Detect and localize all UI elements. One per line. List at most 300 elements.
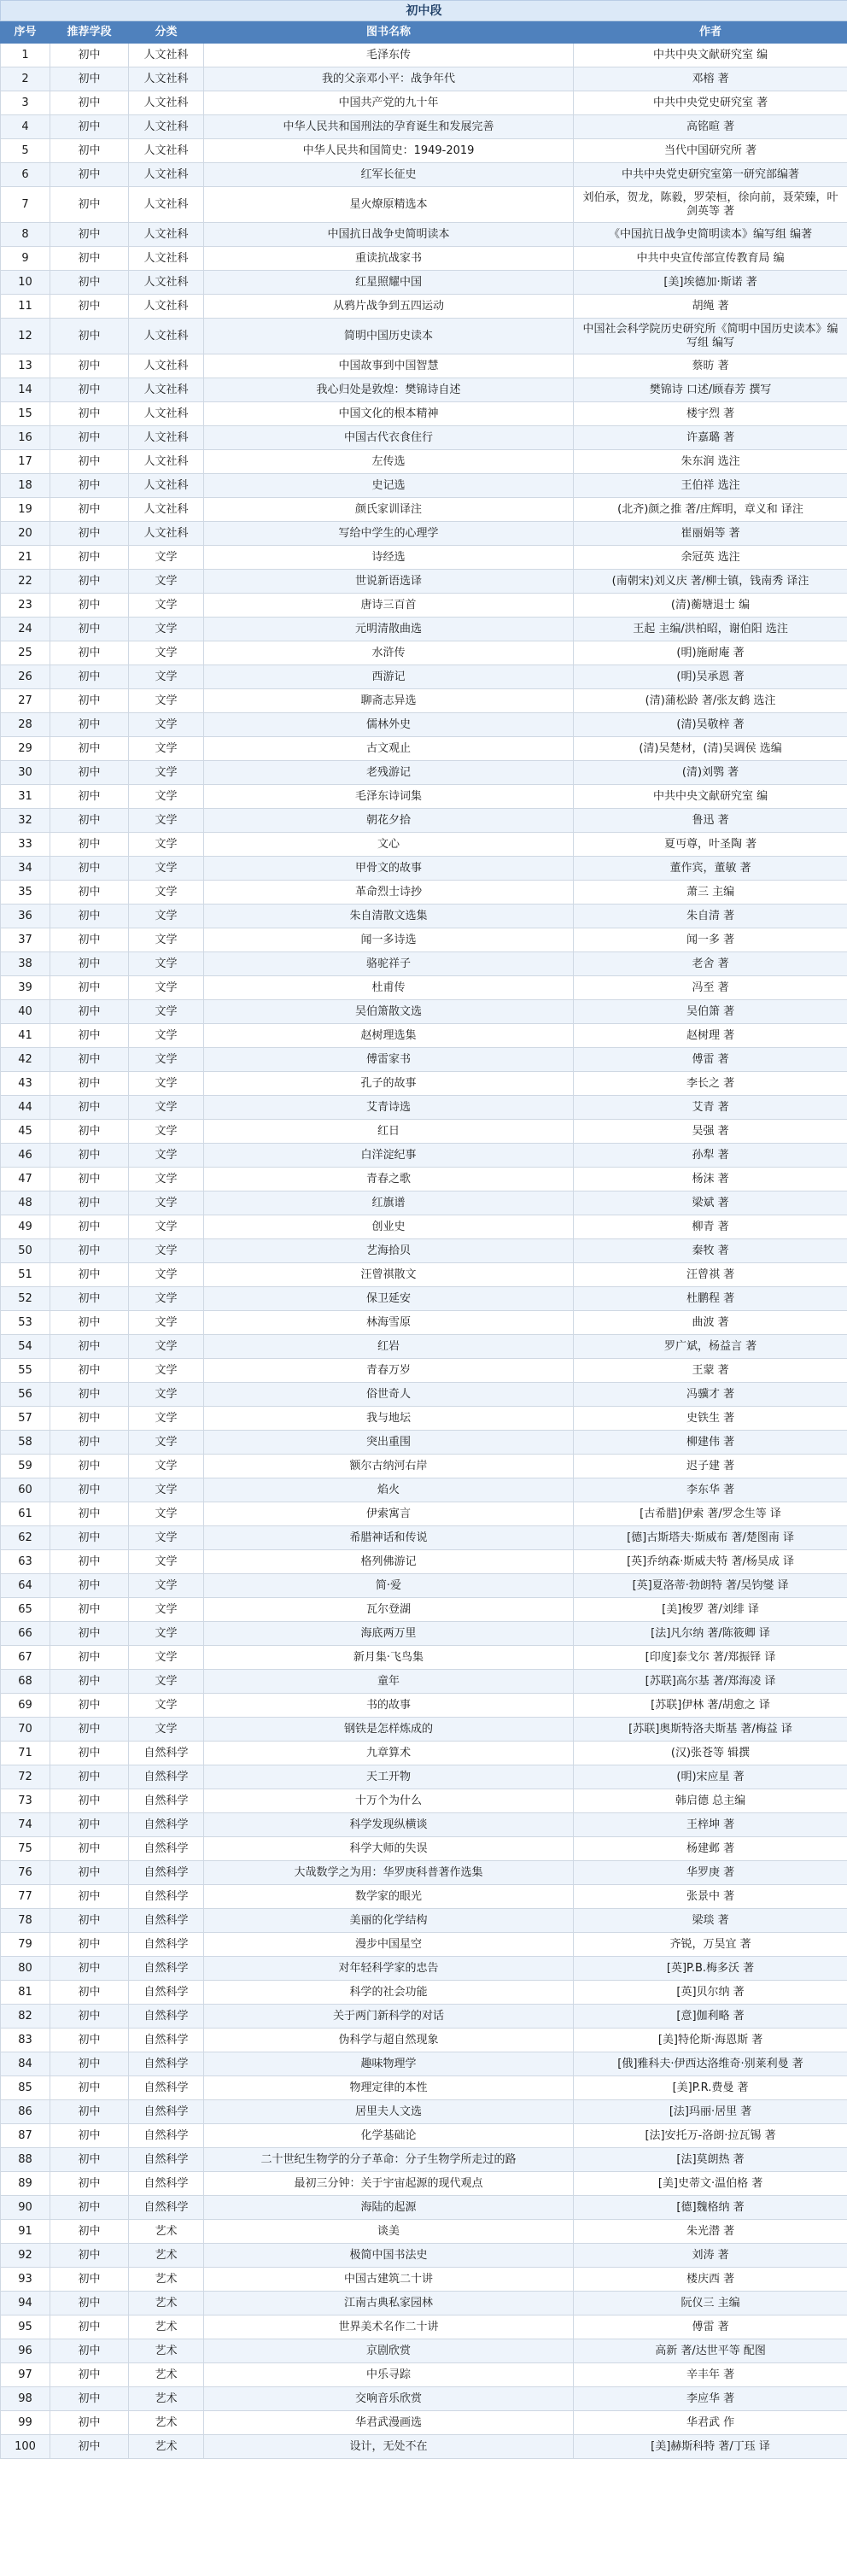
- cell-author: (明)吴承恩 著: [574, 665, 847, 689]
- cell-number: 26: [1, 665, 50, 689]
- cell-stage: 初中: [50, 1526, 129, 1550]
- table-row: [1, 594, 847, 618]
- cell-author: [苏联]奥斯特洛夫斯基 著/梅益 译: [574, 1718, 847, 1742]
- cell-number: 62: [1, 1526, 50, 1550]
- page-title: 初中段: [1, 1, 847, 21]
- cell-author: 史铁生 著: [574, 1407, 847, 1431]
- cell-stage: 初中: [50, 905, 129, 928]
- cell-stage: 初中: [50, 857, 129, 881]
- cell-title: 写给中学生的心理学: [204, 522, 574, 546]
- cell-author: (清)蒲松龄 著/张友鹤 选注: [574, 689, 847, 713]
- cell-stage: 初中: [50, 689, 129, 713]
- cell-author: 梁琰 著: [574, 1909, 847, 1933]
- cell-category: 文学: [129, 1000, 204, 1024]
- cell-title: 中国古建筑二十讲: [204, 2268, 574, 2292]
- cell-category: 自然科学: [129, 1933, 204, 1957]
- cell-stage: 初中: [50, 2339, 129, 2363]
- cell-title: 瓦尔登湖: [204, 1598, 574, 1622]
- cell-title: 艺海拾贝: [204, 1239, 574, 1263]
- cell-number: 35: [1, 881, 50, 905]
- cell-stage: 初中: [50, 1933, 129, 1957]
- table-row: [1, 2172, 847, 2196]
- cell-author: (南朝宋)刘义庆 著/柳士镇，钱南秀 译注: [574, 570, 847, 594]
- cell-author: 《中国抗日战争史简明读本》编写组 编著: [574, 223, 847, 247]
- table-row: [1, 1813, 847, 1837]
- cell-title: 史记选: [204, 474, 574, 498]
- table-row: [1, 785, 847, 809]
- cell-stage: 初中: [50, 354, 129, 378]
- cell-stage: 初中: [50, 2292, 129, 2315]
- cell-title: 中华人民共和国简史：1949-2019: [204, 139, 574, 163]
- cell-stage: 初中: [50, 2244, 129, 2268]
- cell-number: 10: [1, 271, 50, 295]
- cell-author: [美]梭罗 著/刘绯 译: [574, 1598, 847, 1622]
- table-row: [1, 1168, 847, 1191]
- cell-category: 艺术: [129, 2292, 204, 2315]
- cell-category: 文学: [129, 1168, 204, 1191]
- cell-title: 傅雷家书: [204, 1048, 574, 1072]
- cell-author: 吴伯箫 著: [574, 1000, 847, 1024]
- cell-category: 人文社科: [129, 498, 204, 522]
- cell-number: 25: [1, 641, 50, 665]
- cell-author: 刘涛 著: [574, 2244, 847, 2268]
- cell-category: 文学: [129, 1263, 204, 1287]
- cell-author: (明)宋应星 著: [574, 1765, 847, 1789]
- cell-author: 中共中央文献研究室 编: [574, 44, 847, 67]
- cell-author: (清)吴敬梓 著: [574, 713, 847, 737]
- cell-stage: 初中: [50, 1311, 129, 1335]
- cell-author: 杨建邺 著: [574, 1837, 847, 1861]
- cell-author: 傅雷 著: [574, 2315, 847, 2339]
- cell-number: 45: [1, 1120, 50, 1144]
- cell-number: 12: [1, 319, 50, 354]
- cell-number: 60: [1, 1478, 50, 1502]
- cell-author: [德]古斯塔夫·斯威布 著/楚图南 译: [574, 1526, 847, 1550]
- cell-number: 68: [1, 1670, 50, 1694]
- table-row: [1, 2076, 847, 2100]
- table-row: [1, 2387, 847, 2411]
- cell-title: 中国故事到中国智慧: [204, 354, 574, 378]
- cell-stage: 初中: [50, 1335, 129, 1359]
- cell-category: 人文社科: [129, 426, 204, 450]
- table-row: [1, 247, 847, 271]
- cell-stage: 初中: [50, 450, 129, 474]
- cell-number: 18: [1, 474, 50, 498]
- table-row: [1, 163, 847, 187]
- cell-category: 文学: [129, 1526, 204, 1550]
- table-row: [1, 1765, 847, 1789]
- cell-author: [美]特伦斯·海恩斯 著: [574, 2029, 847, 2052]
- cell-category: 文学: [129, 1718, 204, 1742]
- table-row: [1, 1885, 847, 1909]
- table-row: [1, 2268, 847, 2292]
- cell-author: (汉)张苍等 辑撰: [574, 1742, 847, 1765]
- table-row: [1, 1407, 847, 1431]
- cell-number: 97: [1, 2363, 50, 2387]
- section-banner-row: [1, 1, 847, 21]
- table-row: [1, 1431, 847, 1455]
- table-row: [1, 1550, 847, 1574]
- cell-number: 9: [1, 247, 50, 271]
- cell-title: 左传选: [204, 450, 574, 474]
- cell-category: 文学: [129, 594, 204, 618]
- cell-author: 李应华 著: [574, 2387, 847, 2411]
- cell-author: [俄]雅科夫·伊西达洛维奇·别莱利曼 著: [574, 2052, 847, 2076]
- cell-number: 63: [1, 1550, 50, 1574]
- column-header-stage: 推荐学段: [50, 21, 129, 44]
- table-row: [1, 1526, 847, 1550]
- cell-title: 希腊神话和传说: [204, 1526, 574, 1550]
- table-row: [1, 1335, 847, 1359]
- cell-number: 1: [1, 44, 50, 67]
- cell-author: 楼宇烈 著: [574, 402, 847, 426]
- table-row: [1, 1718, 847, 1742]
- cell-stage: 初中: [50, 2005, 129, 2029]
- cell-number: 93: [1, 2268, 50, 2292]
- cell-stage: 初中: [50, 1837, 129, 1861]
- cell-author: 华君武 作: [574, 2411, 847, 2435]
- cell-category: 文学: [129, 809, 204, 833]
- cell-author: 秦牧 著: [574, 1239, 847, 1263]
- cell-number: 52: [1, 1287, 50, 1311]
- cell-stage: 初中: [50, 737, 129, 761]
- cell-title: 新月集·飞鸟集: [204, 1646, 574, 1670]
- table-row: [1, 1455, 847, 1478]
- cell-stage: 初中: [50, 785, 129, 809]
- cell-author: [英]贝尔纳 著: [574, 1981, 847, 2005]
- cell-number: 74: [1, 1813, 50, 1837]
- cell-title: 设计，无处不在: [204, 2435, 574, 2459]
- cell-author: 杜鹏程 著: [574, 1287, 847, 1311]
- cell-stage: 初中: [50, 91, 129, 115]
- cell-stage: 初中: [50, 223, 129, 247]
- cell-author: (明)施耐庵 著: [574, 641, 847, 665]
- cell-title: 化学基础论: [204, 2124, 574, 2148]
- cell-author: 张景中 著: [574, 1885, 847, 1909]
- cell-author: 中共中央党史研究室第一研究部编著: [574, 163, 847, 187]
- cell-stage: 初中: [50, 2052, 129, 2076]
- cell-number: 22: [1, 570, 50, 594]
- cell-category: 文学: [129, 857, 204, 881]
- table-row: [1, 881, 847, 905]
- cell-category: 人文社科: [129, 163, 204, 187]
- cell-stage: 初中: [50, 1048, 129, 1072]
- cell-author: 辛丰年 著: [574, 2363, 847, 2387]
- cell-author: 华罗庚 著: [574, 1861, 847, 1885]
- cell-author: 迟子建 著: [574, 1455, 847, 1478]
- cell-category: 艺术: [129, 2268, 204, 2292]
- cell-stage: 初中: [50, 247, 129, 271]
- cell-title: 书的故事: [204, 1694, 574, 1718]
- cell-stage: 初中: [50, 1622, 129, 1646]
- cell-title: 元明清散曲选: [204, 618, 574, 641]
- cell-number: 75: [1, 1837, 50, 1861]
- table-row: [1, 271, 847, 295]
- cell-title: 对年轻科学家的忠告: [204, 1957, 574, 1981]
- cell-stage: 初中: [50, 976, 129, 1000]
- cell-author: [英]夏洛蒂·勃朗特 著/吴钧燮 译: [574, 1574, 847, 1598]
- table-row: [1, 641, 847, 665]
- cell-stage: 初中: [50, 1455, 129, 1478]
- cell-title: 童年: [204, 1670, 574, 1694]
- table-row: [1, 1120, 847, 1144]
- cell-category: 人文社科: [129, 295, 204, 319]
- cell-number: 38: [1, 952, 50, 976]
- cell-author: (清)蘅塘退士 编: [574, 594, 847, 618]
- table-header-row: [1, 21, 847, 44]
- cell-author: [德]魏格纳 著: [574, 2196, 847, 2220]
- cell-title: 天工开物: [204, 1765, 574, 1789]
- cell-author: 杨沫 著: [574, 1168, 847, 1191]
- cell-number: 59: [1, 1455, 50, 1478]
- cell-number: 20: [1, 522, 50, 546]
- cell-category: 文学: [129, 1120, 204, 1144]
- cell-title: 额尔古纳河右岸: [204, 1455, 574, 1478]
- cell-author: 柳青 著: [574, 1215, 847, 1239]
- cell-number: 91: [1, 2220, 50, 2244]
- cell-stage: 初中: [50, 378, 129, 402]
- cell-title: 重读抗战家书: [204, 247, 574, 271]
- cell-category: 人文社科: [129, 67, 204, 91]
- cell-title: 世说新语选译: [204, 570, 574, 594]
- cell-number: 87: [1, 2124, 50, 2148]
- cell-stage: 初中: [50, 546, 129, 570]
- table-row: [1, 1072, 847, 1096]
- cell-stage: 初中: [50, 952, 129, 976]
- table-row: [1, 295, 847, 319]
- table-row: [1, 1263, 847, 1287]
- cell-author: 梁斌 著: [574, 1191, 847, 1215]
- cell-category: 人文社科: [129, 271, 204, 295]
- cell-author: 柳建伟 著: [574, 1431, 847, 1455]
- table-row: [1, 570, 847, 594]
- cell-number: 99: [1, 2411, 50, 2435]
- cell-title: 儒林外史: [204, 713, 574, 737]
- cell-author: (清)吴楚材，(清)吴调侯 选编: [574, 737, 847, 761]
- cell-number: 33: [1, 833, 50, 857]
- cell-number: 30: [1, 761, 50, 785]
- cell-author: 董作宾，董敏 著: [574, 857, 847, 881]
- table-row: [1, 402, 847, 426]
- cell-category: 文学: [129, 1598, 204, 1622]
- cell-stage: 初中: [50, 115, 129, 139]
- cell-title: 甲骨文的故事: [204, 857, 574, 881]
- table-row: [1, 2100, 847, 2124]
- cell-number: 54: [1, 1335, 50, 1359]
- cell-category: 文学: [129, 1478, 204, 1502]
- cell-number: 89: [1, 2172, 50, 2196]
- table-row: [1, 1861, 847, 1885]
- cell-stage: 初中: [50, 2435, 129, 2459]
- cell-number: 80: [1, 1957, 50, 1981]
- cell-category: 文学: [129, 1335, 204, 1359]
- cell-category: 人文社科: [129, 91, 204, 115]
- cell-title: 青春万岁: [204, 1359, 574, 1383]
- cell-title: 红星照耀中国: [204, 271, 574, 295]
- cell-title: 华君武漫画选: [204, 2411, 574, 2435]
- cell-author: [法]玛丽·居里 著: [574, 2100, 847, 2124]
- cell-number: 3: [1, 91, 50, 115]
- table-row: [1, 905, 847, 928]
- cell-title: 简·爱: [204, 1574, 574, 1598]
- cell-title: 青春之歌: [204, 1168, 574, 1191]
- cell-author: 赵树理 著: [574, 1024, 847, 1048]
- cell-number: 29: [1, 737, 50, 761]
- table-row: [1, 44, 847, 67]
- table-row: [1, 1909, 847, 1933]
- table-row: [1, 378, 847, 402]
- table-row: [1, 474, 847, 498]
- cell-category: 艺术: [129, 2435, 204, 2459]
- cell-stage: 初中: [50, 1239, 129, 1263]
- cell-stage: 初中: [50, 2029, 129, 2052]
- cell-category: 艺术: [129, 2244, 204, 2268]
- cell-title: 我的父亲邓小平：战争年代: [204, 67, 574, 91]
- cell-author: 孙犁 著: [574, 1144, 847, 1168]
- cell-number: 6: [1, 163, 50, 187]
- cell-number: 61: [1, 1502, 50, 1526]
- cell-author: [古希腊]伊索 著/罗念生等 译: [574, 1502, 847, 1526]
- cell-author: 韩启德 总主编: [574, 1789, 847, 1813]
- cell-category: 文学: [129, 1048, 204, 1072]
- cell-stage: 初中: [50, 1718, 129, 1742]
- cell-author: 王梓坤 著: [574, 1813, 847, 1837]
- table-row: [1, 1981, 847, 2005]
- cell-number: 40: [1, 1000, 50, 1024]
- cell-category: 文学: [129, 1407, 204, 1431]
- table-row: [1, 2363, 847, 2387]
- cell-stage: 初中: [50, 881, 129, 905]
- cell-title: 红日: [204, 1120, 574, 1144]
- cell-author: 齐锐，万昊宜 著: [574, 1933, 847, 1957]
- cell-author: [法]凡尔纳 著/陈筱卿 译: [574, 1622, 847, 1646]
- cell-stage: 初中: [50, 1765, 129, 1789]
- cell-author: 中国社会科学院历史研究所《简明中国历史读本》编写组 编写: [574, 319, 847, 354]
- table-row: [1, 1024, 847, 1048]
- cell-title: 朝花夕拾: [204, 809, 574, 833]
- cell-number: 55: [1, 1359, 50, 1383]
- cell-number: 69: [1, 1694, 50, 1718]
- cell-stage: 初中: [50, 618, 129, 641]
- cell-stage: 初中: [50, 1024, 129, 1048]
- cell-stage: 初中: [50, 1000, 129, 1024]
- cell-category: 文学: [129, 881, 204, 905]
- cell-author: [印度]泰戈尔 著/郑振铎 译: [574, 1646, 847, 1670]
- cell-title: 骆驼祥子: [204, 952, 574, 976]
- cell-author: (清)刘鹗 著: [574, 761, 847, 785]
- cell-author: 鲁迅 著: [574, 809, 847, 833]
- cell-number: 13: [1, 354, 50, 378]
- cell-number: 82: [1, 2005, 50, 2029]
- cell-stage: 初中: [50, 2411, 129, 2435]
- table-row: [1, 1646, 847, 1670]
- cell-title: 焰火: [204, 1478, 574, 1502]
- cell-category: 人文社科: [129, 354, 204, 378]
- cell-stage: 初中: [50, 1670, 129, 1694]
- cell-author: 冯至 著: [574, 976, 847, 1000]
- cell-title: 格列佛游记: [204, 1550, 574, 1574]
- cell-category: 文学: [129, 976, 204, 1000]
- cell-title: 突出重围: [204, 1431, 574, 1455]
- table-row: [1, 223, 847, 247]
- cell-number: 47: [1, 1168, 50, 1191]
- cell-category: 自然科学: [129, 2148, 204, 2172]
- cell-title: 中乐寻踪: [204, 2363, 574, 2387]
- cell-author: 刘伯承，贺龙，陈毅，罗荣桓，徐向前，聂荣臻，叶剑英等 著: [574, 187, 847, 223]
- cell-number: 77: [1, 1885, 50, 1909]
- cell-category: 自然科学: [129, 1957, 204, 1981]
- cell-title: 趣味物理学: [204, 2052, 574, 2076]
- table-row: [1, 2029, 847, 2052]
- cell-stage: 初中: [50, 2100, 129, 2124]
- cell-title: 白洋淀纪事: [204, 1144, 574, 1168]
- cell-number: 32: [1, 809, 50, 833]
- cell-number: 42: [1, 1048, 50, 1072]
- cell-number: 48: [1, 1191, 50, 1215]
- cell-title: 漫步中国星空: [204, 1933, 574, 1957]
- cell-title: 赵树理选集: [204, 1024, 574, 1048]
- table-row: [1, 1144, 847, 1168]
- cell-stage: 初中: [50, 2363, 129, 2387]
- cell-stage: 初中: [50, 1383, 129, 1407]
- table-row: [1, 2292, 847, 2315]
- table-row: [1, 1383, 847, 1407]
- cell-title: 星火燎原精选本: [204, 187, 574, 223]
- cell-number: 36: [1, 905, 50, 928]
- cell-category: 人文社科: [129, 522, 204, 546]
- cell-number: 64: [1, 1574, 50, 1598]
- cell-number: 76: [1, 1861, 50, 1885]
- cell-category: 艺术: [129, 2387, 204, 2411]
- cell-author: [法]莫朗热 著: [574, 2148, 847, 2172]
- cell-author: 夏丏尊，叶圣陶 著: [574, 833, 847, 857]
- cell-stage: 初中: [50, 1789, 129, 1813]
- cell-title: 革命烈士诗抄: [204, 881, 574, 905]
- cell-title: 伪科学与超自然现象: [204, 2029, 574, 2052]
- cell-author: (北齐)颜之推 著/庄辉明，章义和 译注: [574, 498, 847, 522]
- cell-category: 人文社科: [129, 223, 204, 247]
- cell-category: 自然科学: [129, 2196, 204, 2220]
- cell-stage: 初中: [50, 1431, 129, 1455]
- cell-number: 19: [1, 498, 50, 522]
- table-row: [1, 1670, 847, 1694]
- cell-number: 16: [1, 426, 50, 450]
- cell-title: 俗世奇人: [204, 1383, 574, 1407]
- cell-stage: 初中: [50, 1191, 129, 1215]
- cell-category: 艺术: [129, 2411, 204, 2435]
- cell-title: 我与地坛: [204, 1407, 574, 1431]
- cell-category: 人文社科: [129, 187, 204, 223]
- cell-stage: 初中: [50, 402, 129, 426]
- cell-stage: 初中: [50, 1909, 129, 1933]
- cell-title: 谈美: [204, 2220, 574, 2244]
- table-row: [1, 618, 847, 641]
- table-row: [1, 928, 847, 952]
- cell-category: 文学: [129, 1144, 204, 1168]
- cell-category: 自然科学: [129, 2100, 204, 2124]
- cell-title: 古文观止: [204, 737, 574, 761]
- cell-category: 艺术: [129, 2220, 204, 2244]
- cell-author: 李长之 著: [574, 1072, 847, 1096]
- cell-category: 自然科学: [129, 2172, 204, 2196]
- cell-category: 文学: [129, 1311, 204, 1335]
- cell-author: 高铭暄 著: [574, 115, 847, 139]
- table-row: [1, 2435, 847, 2459]
- cell-stage: 初中: [50, 2148, 129, 2172]
- table-body: [1, 44, 847, 2459]
- cell-author: 曲波 著: [574, 1311, 847, 1335]
- cell-author: 胡绳 著: [574, 295, 847, 319]
